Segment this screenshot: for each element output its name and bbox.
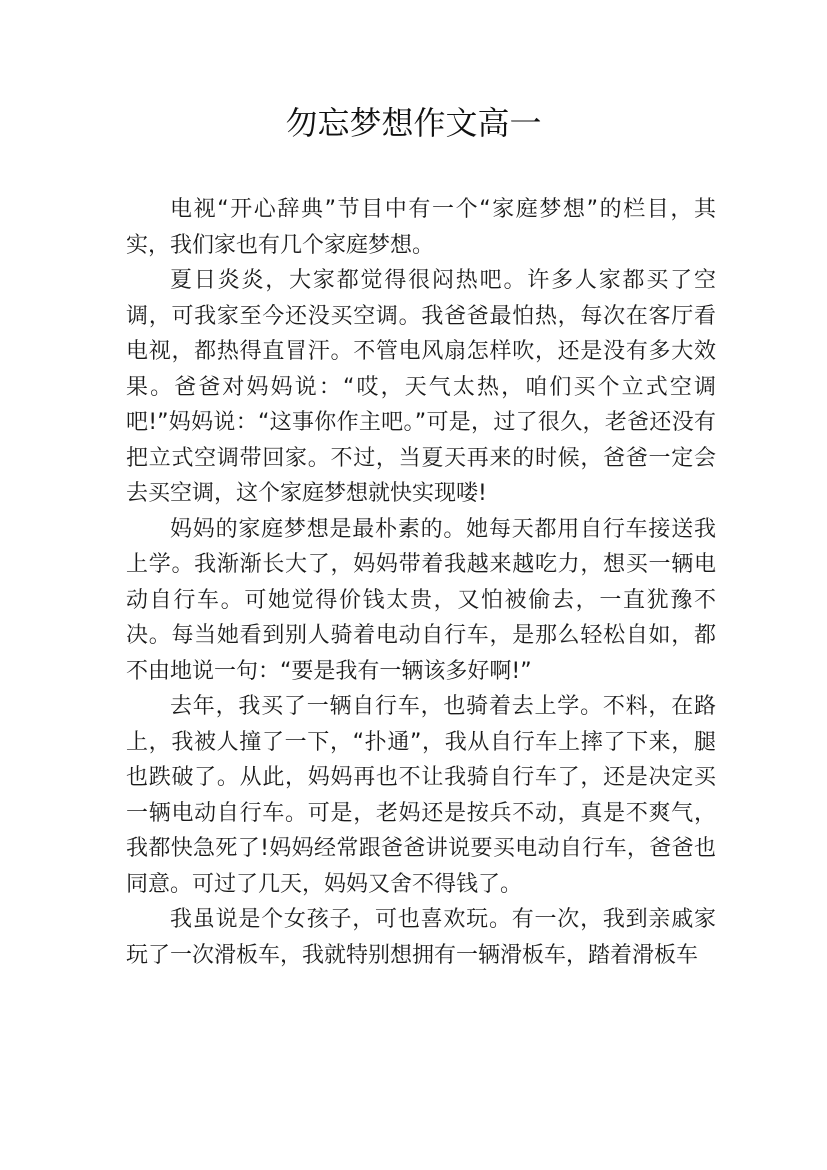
document-title: 勿忘梦想作文高一 <box>285 104 542 142</box>
paragraph: 我虽说是个女孩子，可也喜欢玩。有一次，我到亲戚家玩了一次滑板车，我就特别想拥有一辆滑板车，踏着滑板车 <box>126 907 716 968</box>
paragraph: 妈妈的家庭梦想是最朴素的。她每天都用自行车接送我上学。我渐渐长大了，妈妈带着我越来越吃力，想买一辆电动自行车。可她觉得价钱太贵，又怕被偷去，一直犹豫不决。每当她看到别人骑着电动自行车，是那么轻松自如，都不由地说一句：“要是我有一辆该多好啊!” <box>126 516 716 684</box>
document-body <box>126 192 716 973</box>
paragraph: 去年，我买了一辆自行车，也骑着去上学。不料，在路上，我被人撞了一下，“扑通”，我从自行车上摔了下来，腿也跌破了。从此，妈妈再也不让我骑自行车了，还是决定买一辆电动自行车。可是，老妈还是按兵不动，真是不爽气，我都快急死了!妈妈经常跟爸爸讲说要买电动自行车，爸爸也同意。可过了几天，妈妈又舍不得钱了。 <box>126 694 716 897</box>
paragraph: 夏日炎炎，大家都觉得很闷热吧。许多人家都买了空调，可我家至今还没买空调。我爸爸最怕热，每次在客厅看电视，都热得直冒汗。不管电风扇怎样吹，还是没有多大效果。爸爸对妈妈说：“哎，天气太热，咱们买个立式空调吧!”妈妈说：“这事你作主吧。”可是，过了很久，老爸还没有把立式空调带回家。不过，当夏天再来的时候，爸爸一定会去买空调，这个家庭梦想就快实现喽! <box>126 268 716 506</box>
paragraph: 电视“开心辞典”节目中有一个“家庭梦想”的栏目，其实，我们家也有几个家庭梦想。 <box>126 197 716 258</box>
